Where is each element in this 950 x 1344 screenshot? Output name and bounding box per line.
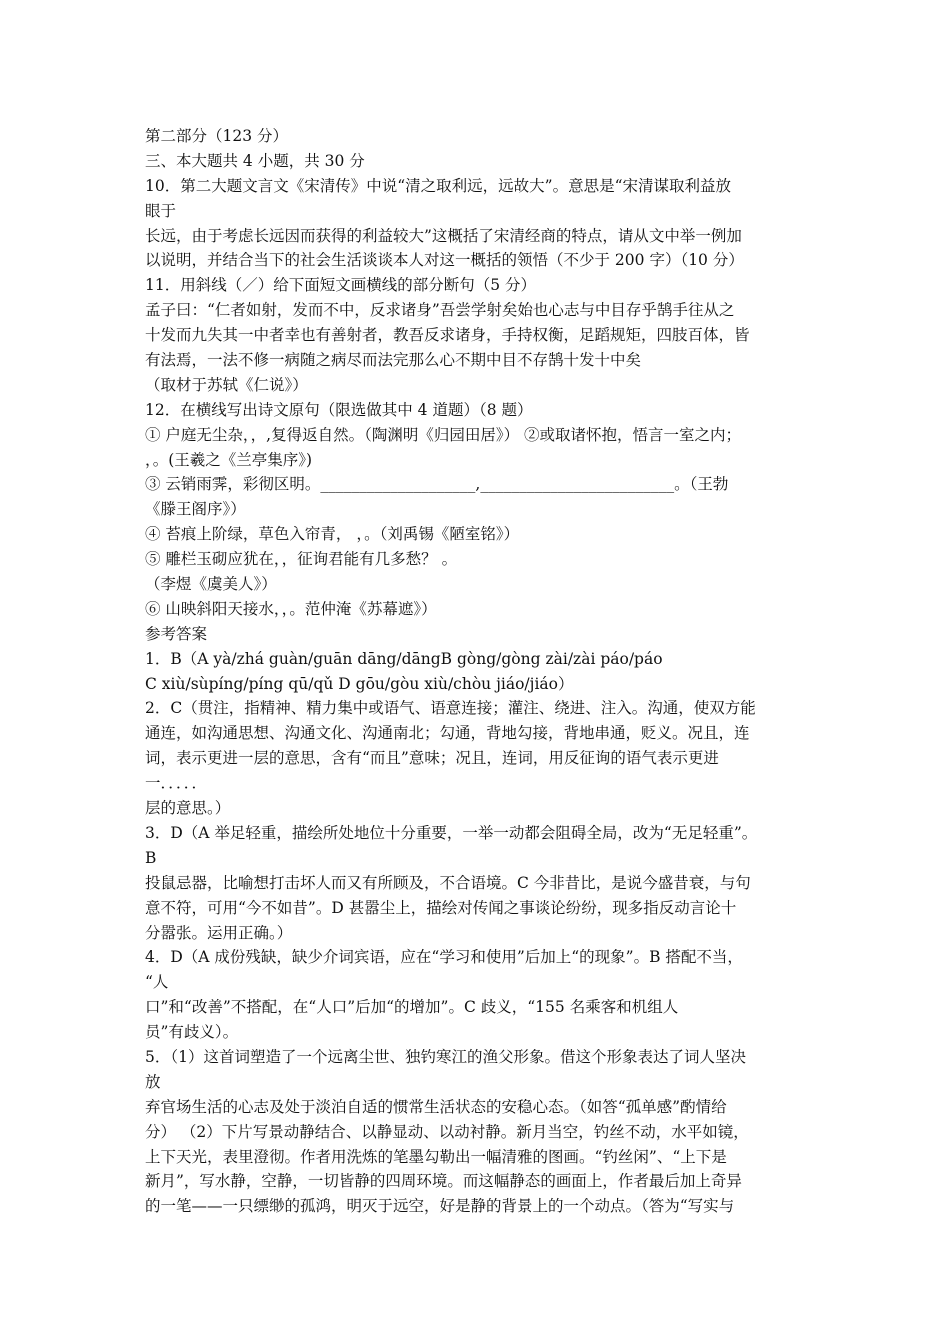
text-line: 新月”，写水静，空静，一切皆静的四周环境。而这幅静态的画面上，作者最后加上奇异	[145, 1172, 742, 1191]
text-line: ④ 苔痕上阶绿，草色入帘青， ，。（刘禹锡《陋室铭》）	[145, 525, 520, 544]
text-line: 5．（1）这首词塑造了一个远离尘世、独钓寒江的渔父形象。借这个形象表达了词人坚决	[145, 1047, 746, 1066]
text-line: 4．D（A 成份残缺，缺少介词宾语，应在“学习和使用”后加上“的现象”。B 搭配不当，	[145, 948, 743, 967]
text-line: （取材于苏轼《仁说》）	[145, 375, 308, 394]
text-line: “人	[145, 973, 169, 992]
text-line: 1．B（A yà/zhá guàn/guān dāng/dāngB gòng/gòng zài/zài páo/páo	[145, 649, 663, 668]
text-line: 10．第二大题文言文《宋清传》中说“清之取利远，远故大”。意思是“宋清谋取利益放	[145, 176, 731, 195]
text-line: 分嚣张。运用正确。）	[145, 923, 293, 942]
text-line: 上下天光，表里澄彻。作者用洗炼的笔墨勾勒出一幅清雅的图画。“钓丝闲”、“上下是	[145, 1147, 727, 1166]
text-line: 三、本大题共 4 小题，共 30 分	[145, 151, 365, 170]
text-line: 长远，由于考虑长远因而获得的利益较大”这概括了宋清经商的特点，请从文中举一例加	[145, 226, 742, 245]
text-line: ，。(王羲之《兰亭集序》)	[145, 450, 313, 469]
text-line: B	[145, 848, 157, 867]
text-line: 口”和“改善”不搭配，在“人口”后加“的增加”。C 歧义，“155 名乘客和机组人	[145, 998, 679, 1017]
text-line: 的一笔——一只缥缈的孤鸿，明灭于远空，好是静的背景上的一个动点。（答为“写实与	[145, 1197, 735, 1216]
text-line: （李煜《虞美人》）	[145, 575, 277, 594]
text-line: 词，表示更进一层的意思，含有“而且”意味；况且，连词，用反征询的语气表示更进	[145, 749, 719, 768]
text-line: 放	[145, 1072, 161, 1091]
text-line: 孟子曰：“仁者如射，发而不中，反求诸身”吾尝学射矣始也心志与中目存乎鹄手往从之	[145, 301, 735, 320]
text-line: C xiù/sùpíng/píng qū/qǔ D gōu/gòu xiù/chòu jiáo/jiáo）	[145, 674, 574, 693]
text-line: ⑤ 雕栏玉砌应犹在，，征询君能有几多愁？ 。	[145, 550, 458, 569]
text-line: 《滕王阁序》）	[145, 500, 246, 519]
text-line: 第二部分（123 分）	[145, 127, 289, 145]
text-line: 员”有歧义）。	[145, 1023, 239, 1042]
text-line: 十发而九失其一中者幸也有善射者，教吾反求诸身，手持权衡，足蹈规矩，四肢百体，皆	[145, 326, 750, 345]
text-line: 3．D（A 举足轻重，描绘所处地位十分重要，一举一动都会阻碍全局，改为“无足轻重”。	[145, 823, 758, 842]
text-line: 眼于	[145, 201, 177, 220]
text-line: ⑥ 山映斜阳天接水，，。范仲淹《苏幕遮》）	[145, 599, 437, 618]
text-line: 层的意思。）	[145, 799, 231, 818]
text-line: 12．在横线写出诗文原句（限选做其中 4 道题）（8 题）	[145, 400, 533, 419]
text-line: 弃官场生活的心志及处于淡泊自适的惯常生活状态的安稳心态。（如答“孤单感”酌情给	[145, 1097, 727, 1116]
document-page	[145, 124, 825, 1219]
text-line: 有法焉，一法不修一病随之病尽而法完那么心不期中目不存鹄十发十中矣	[145, 351, 642, 370]
text-line: 投鼠忌器，比喻想打击坏人而又有所顾及，不合语境。C 今非昔比，是说今盛昔衰，与句	[145, 873, 751, 892]
text-line: 意不符，可用“今不如昔”。D 甚嚣尘上，描绘对传闻之事谈论纷纷，现多指反动言论十	[145, 898, 737, 917]
text-line: ① 户庭无尘杂，，,复得返自然。（陶渊明《归园田居》） ②或取诸怀抱，悟言一室之内；	[145, 425, 742, 444]
text-line: 通连，如沟通思想、沟通文化、沟通南北；勾通，背地勾接，背地串通，贬义。况且，连	[145, 724, 750, 743]
text-line: 参考答案	[145, 624, 208, 643]
text-line: 11．用斜线（／）给下面短文画横线的部分断句（5 分）	[145, 276, 537, 295]
text-line: 一．．．．．	[145, 774, 208, 793]
text-line: 分） （2）下片写景动静结合、以静显动、以动衬静。新月当空，钓丝不动，水平如镜，	[145, 1122, 749, 1141]
text-line: 2．C（贯注，指精神、精力集中或语气、语意连接；灌注、绕进、注入。沟通，使双方能	[145, 699, 756, 718]
text-line: ③ 云销雨霁，彩彻区明。____________________,_________________________。（王勃	[145, 475, 729, 494]
text-line: 以说明，并结合当下的社会生活谈谈本人对这一概括的领悟（不少于 200 字）（10 分）	[145, 251, 744, 270]
